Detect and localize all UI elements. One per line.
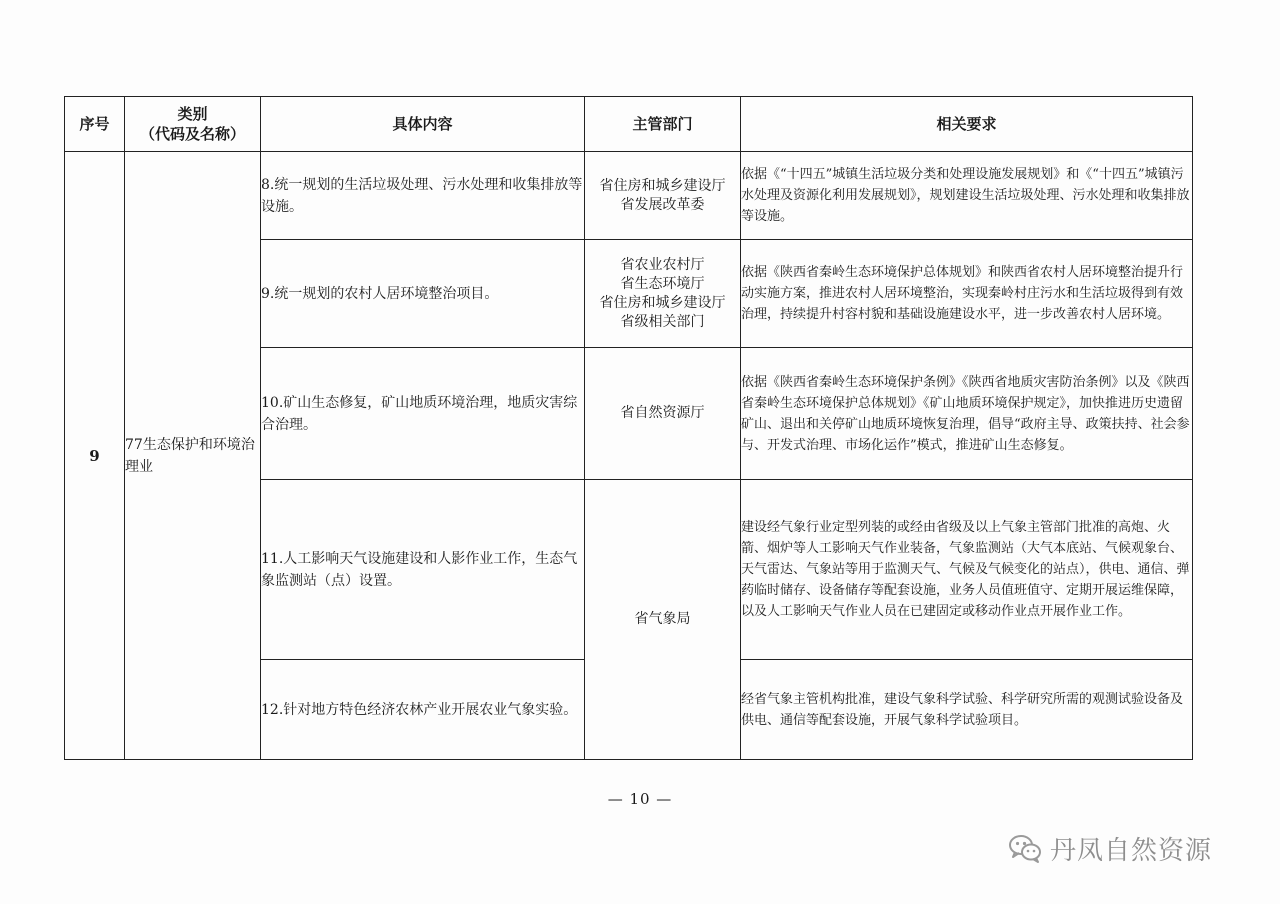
requirement-cell: 建设经气象行业定型列装的或经由省级及以上气象主管部门批准的高炮、火箭、烟炉等人工影响天气作业装备，气象监测站（大气本底站、气候观象台、天气雷达、气象站等用于监测天气、气候及气候变化的站点），供电、通信、弹药临时储存、设备储存等配套设施，业务人员值班值守、定期开展运维保障，以及人工影响天气作业人员在已建固定或移动作业点开展作业工作。	[741, 480, 1193, 660]
requirement-cell: 依据《“十四五”城镇生活垃圾分类和处理设施发展规划》和《“十四五”城镇污水处理及资源化利用发展规划》，规划建设生活垃圾处理、污水处理和收集排放等设施。	[741, 152, 1193, 240]
requirement-cell: 依据《陕西省秦岭生态环境保护总体规划》和陕西省农村人居环境整治提升行动实施方案，推进农村人居环境整治，实现秦岭村庄污水和生活垃圾得到有效治理，持续提升村容村貌和基础设施建设水平，进一步改善农村人居环境。	[741, 240, 1193, 348]
watermark-text: 丹凤自然资源	[1050, 835, 1213, 866]
content-cell: 12.针对地方特色经济农林产业开展农业气象实验。	[261, 660, 585, 760]
policy-table	[64, 96, 1193, 760]
dept-line: 省住房和城乡建设厅	[599, 177, 726, 194]
header-category	[125, 97, 261, 152]
requirement-cell: 经省气象主管机构批准，建设气象科学试验、科学研究所需的观测试验设备及供电、通信等配套设施，开展气象科学试验项目。	[741, 660, 1193, 760]
header-req: 相关要求	[741, 97, 1193, 152]
row-number: 9	[65, 152, 125, 760]
dept-line: 省级相关部门	[620, 313, 705, 330]
dept-cell-merged: 省气象局	[585, 480, 741, 760]
content-cell: 9.统一规划的农村人居环境整治项目。	[261, 240, 585, 348]
dept-cell	[585, 348, 741, 480]
dept-line: 省自然资源厅	[620, 405, 705, 421]
watermark	[1008, 826, 1212, 870]
category-cell: 77生态保护和环境治理业	[125, 152, 261, 760]
header-content: 具体内容	[261, 97, 585, 152]
page-number: — 10 —	[607, 790, 673, 808]
dept-line: 省生态环境厅	[620, 275, 705, 292]
header-no: 序号	[65, 97, 125, 152]
header-category-line2: （代码及名称）	[139, 125, 245, 143]
wechat-icon	[1008, 831, 1042, 865]
table-row	[65, 152, 1193, 240]
header-category-line1: 类别	[177, 105, 208, 123]
content-cell: 8.统一规划的生活垃圾处理、污水处理和收集排放等设施。	[261, 152, 585, 240]
header-dept: 主管部门	[585, 97, 741, 152]
dept-cell	[585, 152, 741, 240]
dept-cell	[585, 240, 741, 348]
table-header-row	[65, 97, 1193, 152]
content-cell: 11.人工影响天气设施建设和人影作业工作，生态气象监测站（点）设置。	[261, 480, 585, 660]
dept-line: 省住房和城乡建设厅	[599, 294, 726, 311]
dept-line: 省农业农村厅	[620, 256, 705, 273]
dept-line: 省发展改革委	[620, 196, 705, 213]
requirement-cell: 依据《陕西省秦岭生态环境保护条例》《陕西省地质灾害防治条例》以及《陕西省秦岭生态环境保护总体规划》《矿山地质环境保护规定》，加快推进历史遗留矿山、退出和关停矿山地质环境恢复治理，倡导“政府主导、政策扶持、社会参与、开发式治理、市场化运作”模式，推进矿山生态修复。	[741, 348, 1193, 480]
content-cell: 10.矿山生态修复，矿山地质环境治理，地质灾害综合治理。	[261, 348, 585, 480]
